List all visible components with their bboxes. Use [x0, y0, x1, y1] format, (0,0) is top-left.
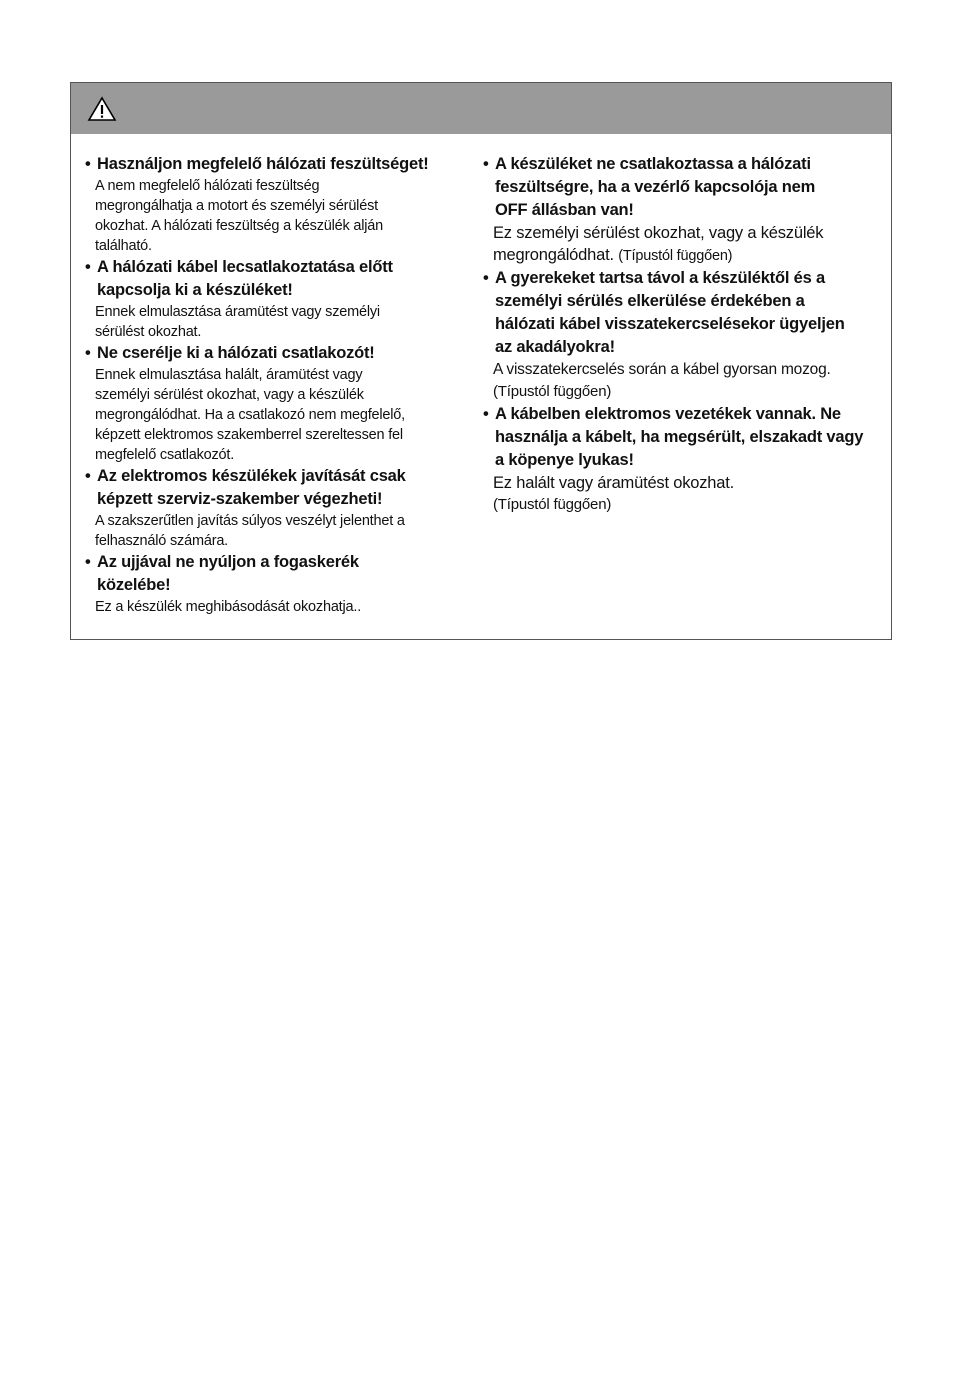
- description-line: található.: [95, 238, 152, 254]
- description-line: felhasználó számára.: [95, 533, 229, 549]
- warning-item: [85, 551, 457, 617]
- warning-item-description: [85, 302, 457, 342]
- title-line: képzett szerviz-szakember végezheti!: [97, 490, 383, 508]
- warning-item-description: [483, 359, 883, 403]
- warning-item: [85, 465, 457, 551]
- model-note: (Típustól függően): [618, 248, 733, 264]
- left-column: [85, 153, 457, 617]
- title-line: OFF állásban van!: [495, 201, 634, 219]
- bullet-icon: •: [85, 553, 91, 571]
- warning-item: [85, 153, 457, 256]
- description-line: megrongálhatja a motort és személyi sérülést: [95, 198, 378, 214]
- warning-item-title: [85, 342, 457, 365]
- title-line: A kábelben elektromos vezetékek vannak. Ne: [495, 405, 841, 423]
- description-line: személyi sérülést okozhat, vagy a készülék: [95, 387, 364, 403]
- title-line: közelébe!: [97, 576, 171, 594]
- description-line: Ez a készülék meghibásodását okozhatja..: [95, 599, 362, 615]
- warning-item-description: [483, 222, 883, 267]
- warning-item-description: [85, 176, 457, 256]
- description-line: Ennek elmulasztása halált, áramütést vagy: [95, 367, 363, 383]
- title-line: A gyerekeket tartsa távol a készüléktől és a: [495, 269, 825, 287]
- title-line: hálózati kábel visszatekercselésekor ügyeljen: [495, 315, 845, 333]
- bullet-icon: •: [85, 155, 91, 173]
- title-line: A hálózati kábel lecsatlakoztatása előtt: [97, 258, 393, 276]
- title-line: Az ujjával ne nyúljon a fogaskerék: [97, 553, 359, 571]
- warning-item: [483, 267, 883, 403]
- description-line: Ez halált vagy áramütést okozhat.: [493, 474, 735, 492]
- bullet-icon: •: [483, 405, 489, 423]
- description-line: megfelelő csatlakozót.: [95, 447, 235, 463]
- title-line: használja a kábelt, ha megsérült, elszakadt vagy: [495, 428, 864, 446]
- warning-item-description: [85, 365, 457, 465]
- warning-item-title: [85, 256, 457, 302]
- description-line: okozhat. A hálózati feszültség a készülék alján: [95, 218, 384, 234]
- warning-item-description: [85, 511, 457, 551]
- bullet-icon: •: [483, 155, 489, 173]
- title-line: feszültségre, ha a vezérlő kapcsolója nem: [495, 178, 816, 196]
- title-line: a köpenye lyukas!: [495, 451, 634, 469]
- description-text: megrongálódhat.: [493, 246, 614, 264]
- bullet-icon: •: [85, 467, 91, 485]
- warning-item-title: [483, 267, 883, 359]
- warning-item-title: [483, 403, 883, 472]
- warning-item: [85, 342, 457, 465]
- title-line: Az elektromos készülékek javítását csak: [97, 467, 406, 485]
- description-line: Ez személyi sérülést okozhat, vagy a készülék: [493, 224, 824, 242]
- warning-box: [70, 82, 892, 640]
- description-line: A szakszerűtlen javítás súlyos veszélyt jelenthet a: [95, 513, 405, 529]
- warning-item-description: [85, 597, 457, 617]
- warning-header: [71, 83, 891, 134]
- description-line: Ennek elmulasztása áramütést vagy személyi: [95, 304, 380, 320]
- title-line: személyi sérülés elkerülése érdekében a: [495, 292, 805, 310]
- warning-item: [483, 153, 883, 267]
- warning-item: [483, 403, 883, 516]
- bullet-icon: •: [483, 269, 489, 287]
- bullet-icon: •: [85, 344, 91, 362]
- title-line: A készüléket ne csatlakoztassa a hálózati: [495, 155, 811, 173]
- warning-triangle-icon: [87, 96, 117, 122]
- bullet-icon: •: [85, 258, 91, 276]
- title-line: Ne cserélje ki a hálózati csatlakozót!: [97, 344, 375, 362]
- warning-item: [85, 256, 457, 342]
- title-line: az akadályokra!: [495, 338, 615, 356]
- warning-item-description: [483, 472, 883, 516]
- description-line: A visszatekercselés során a kábel gyorsan mozog.: [493, 361, 831, 378]
- description-line: képzett elektromos szakemberrel szereltessen fel: [95, 427, 403, 443]
- model-note: (Típustól függően): [493, 496, 612, 513]
- warning-item-title: [483, 153, 883, 222]
- right-column: [483, 153, 883, 516]
- description-line: [493, 244, 883, 267]
- description-line: megrongálódhat. Ha a csatlakozó nem megfelelő,: [95, 407, 405, 423]
- description-line: A nem megfelelő hálózati feszültség: [95, 178, 320, 194]
- warning-item-title: [85, 551, 457, 597]
- warning-item-title: [85, 153, 457, 176]
- model-note: (Típustól függően): [493, 383, 612, 400]
- description-line: sérülést okozhat.: [95, 324, 202, 340]
- title-line: Használjon megfelelő hálózati feszültséget!: [97, 155, 429, 173]
- title-line: kapcsolja ki a készüléket!: [97, 281, 293, 299]
- warning-item-title: [85, 465, 457, 511]
